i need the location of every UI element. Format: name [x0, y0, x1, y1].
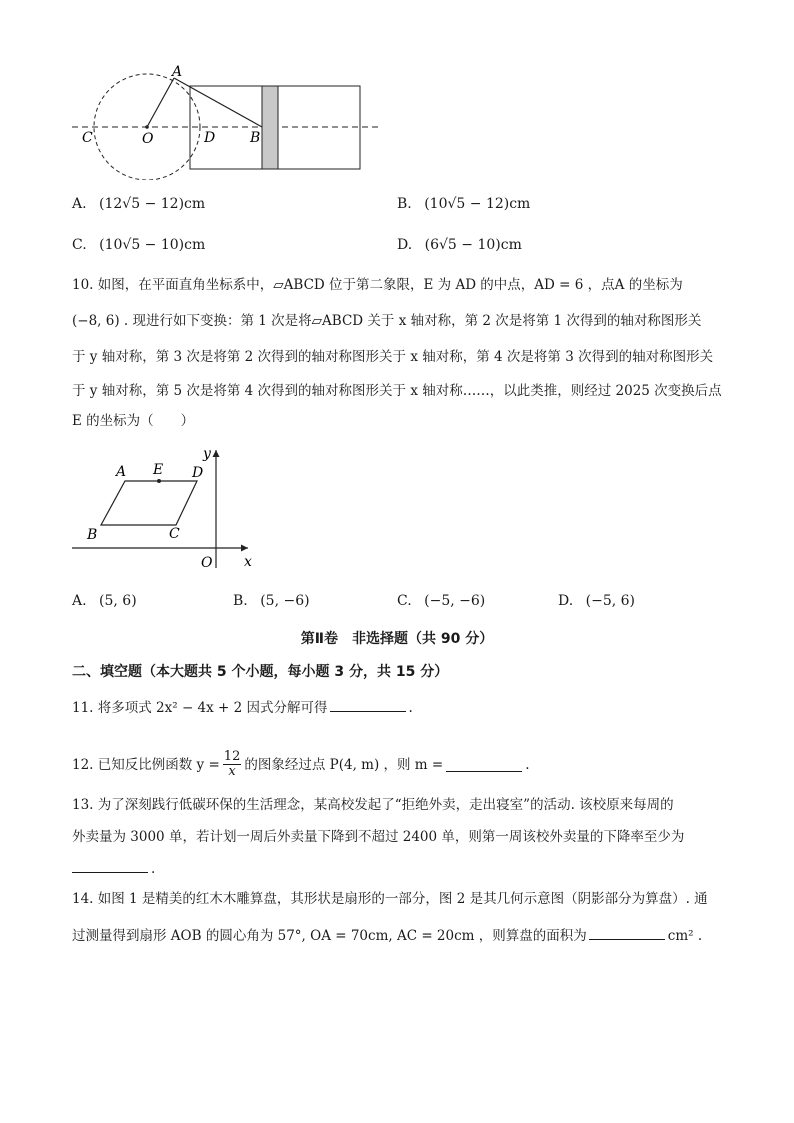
option-expr: (5, −6) — [260, 593, 310, 609]
q9-option-d — [397, 237, 522, 253]
q10-option-a — [72, 593, 137, 609]
q10-line-2: (−8, 6) . 现进行如下变换：第 1 次是将▱ABCD 关于 x 轴对称，第 2 次是将第 1 次得到的轴对称图形关 — [72, 313, 702, 329]
label-x: x — [244, 554, 252, 570]
label-A: A — [116, 464, 127, 480]
q10-option-b — [233, 593, 310, 609]
option-letter: B. — [397, 196, 412, 212]
q14-text: 过测量得到扇形 AOB 的圆心角为 57°, OA = 70cm, AC = 20cm ，则算盘的面积为 — [72, 928, 587, 944]
option-expr: (10√5 − 10)cm — [99, 237, 206, 253]
option-letter: D. — [397, 237, 413, 253]
q14-unit: cm² . — [667, 928, 703, 944]
label-B: B — [87, 527, 98, 543]
q9-option-a — [72, 196, 205, 212]
shaded-strip — [262, 86, 278, 169]
q13-line-3 — [72, 858, 155, 879]
parallelogram-ABCD — [101, 481, 197, 525]
q12-fraction — [223, 750, 242, 779]
label-y: y — [203, 446, 211, 462]
option-expr: (−5, −6) — [424, 593, 486, 609]
label-B: B — [250, 130, 261, 146]
point-O — [145, 125, 149, 129]
option-letter: B. — [233, 593, 248, 609]
q12-text-mid: 的图象经过点 P(4, m) ，则 m = — [244, 756, 444, 773]
q14-line-2 — [72, 925, 702, 946]
q12-period: . — [525, 756, 530, 773]
q9-option-c — [72, 237, 205, 253]
option-letter: A. — [72, 593, 87, 609]
q10-line-4: 于 y 轴对称，第 5 次是将第 4 次得到的轴对称图形关于 x 轴对称……，以此类推，则经过 2025 次变换后点 — [72, 383, 722, 399]
label-O: O — [142, 131, 154, 147]
option-letter: A. — [72, 196, 87, 212]
option-expr: (5, 6) — [99, 593, 137, 609]
q11-period: . — [408, 700, 413, 716]
fraction-denominator: x — [228, 764, 236, 779]
option-expr: (−5, 6) — [585, 593, 636, 609]
q11-text: 11. 将多项式 2x² − 4x + 2 因式分解可得 — [72, 700, 328, 716]
option-expr: (12√5 − 12)cm — [99, 196, 206, 212]
label-A: A — [172, 64, 183, 80]
q10-line-5: E 的坐标为（ ） — [72, 413, 195, 429]
q11-answer-blank[interactable] — [330, 697, 406, 712]
q13-line-1: 13. 为了深刻践行低碳环保的生活理念，某高校发起了“拒绝外卖，走出寝室”的活动. 该校原来每周的 — [72, 797, 674, 813]
q10-line-3: 于 y 轴对称，第 3 次是将第 2 次得到的轴对称图形关于 x 轴对称，第 4 次是将第 3 次得到的轴对称图形关 — [72, 349, 714, 365]
q10-option-c — [397, 593, 485, 609]
q10-line-1: 10. 如图，在平面直角坐标系中，▱ABCD 位于第二象限，E 为 AD 的中点，AD = 6 ，点A 的坐标为 — [72, 277, 683, 293]
q12 — [72, 750, 530, 779]
label-C: C — [169, 526, 180, 542]
label-C: C — [82, 130, 93, 146]
part2-heading: 二、填空题（本大题共 5 个小题，每小题 3 分，共 15 分） — [72, 664, 449, 680]
q13-line-2: 外卖量为 3000 单，若计划一周后外卖量下降到不超过 2400 单，则第一周该校外卖量的下降率至少为 — [72, 829, 685, 845]
q11 — [72, 697, 413, 718]
segment-AB — [174, 78, 262, 127]
section-title: 第Ⅱ卷 非选择题（共 90 分） — [300, 631, 494, 647]
q10-option-d — [558, 593, 635, 609]
q9-figure — [60, 60, 390, 180]
q14-line-1: 14. 如图 1 是精美的红木木雕算盘，其形状是扇形的一部分，图 2 是其几何示意图（阴影部分为算盘）. 通 — [72, 891, 708, 907]
q12-text-pre: 12. 已知反比例函数 y = — [72, 756, 220, 773]
q9-option-b — [397, 196, 530, 212]
q14-answer-blank[interactable] — [589, 925, 665, 940]
segment-OA — [147, 78, 174, 127]
point-E — [157, 479, 161, 483]
option-expr: (6√5 − 10)cm — [424, 237, 522, 253]
fraction-numerator: 12 — [223, 749, 241, 764]
label-D: D — [204, 130, 216, 146]
option-letter: D. — [558, 593, 574, 609]
option-letter: C. — [397, 593, 412, 609]
label-D: D — [192, 465, 204, 481]
q12-answer-blank[interactable] — [446, 757, 522, 772]
option-expr: (10√5 − 12)cm — [424, 196, 531, 212]
label-E: E — [153, 462, 164, 478]
q10-figure — [66, 440, 266, 575]
q13-answer-blank[interactable] — [72, 858, 148, 873]
label-O: O — [201, 555, 213, 571]
option-letter: C. — [72, 237, 87, 253]
q13-period: . — [151, 861, 156, 877]
